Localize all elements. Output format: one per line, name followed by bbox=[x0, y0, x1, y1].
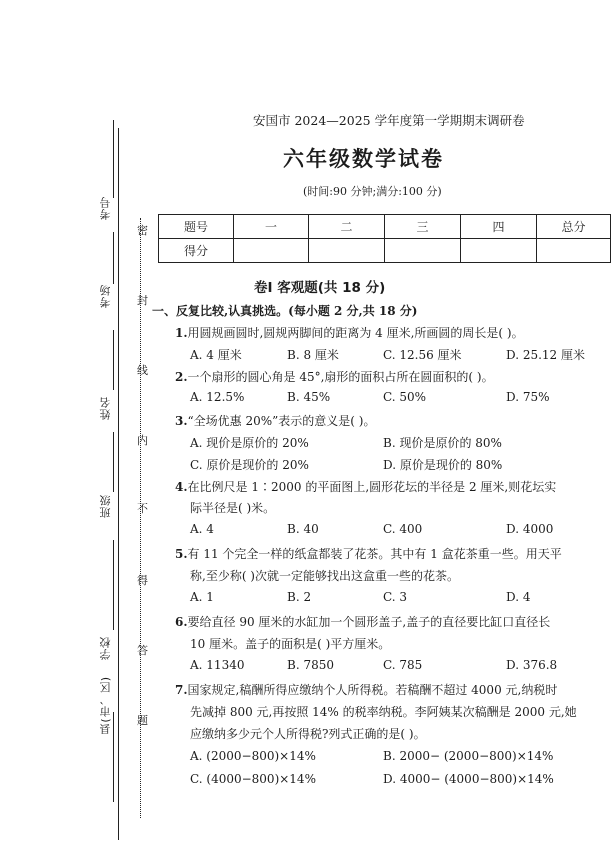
option-c[interactable]: C. 12.56 厘米 bbox=[383, 348, 462, 362]
question-text: 要给直径 90 厘米的水缸加一个圆形盖子,盖子的直径要比缸口直径长 bbox=[187, 615, 551, 629]
question-text: 10 厘米。盖子的面积是( )平方厘米。 bbox=[190, 637, 391, 651]
question-7 bbox=[175, 681, 557, 698]
question-number: 3. bbox=[175, 414, 188, 428]
question-number: 2. bbox=[175, 370, 188, 384]
exam-title: 六年级数学试卷 bbox=[283, 147, 444, 171]
binding-line bbox=[118, 128, 119, 840]
question-6 bbox=[175, 613, 550, 630]
option-a[interactable]: A. 4 厘米 bbox=[190, 348, 242, 362]
seal-char: 密 bbox=[137, 224, 148, 237]
score-table-cell: 三 bbox=[385, 215, 461, 239]
score-table-cell: 总分 bbox=[537, 215, 611, 239]
part-title: 一、反复比较,认真挑选。(每小题 2 分,共 18 分) bbox=[152, 304, 418, 318]
option-a[interactable]: A. 11340 bbox=[190, 658, 245, 672]
label-school: 学校 bbox=[99, 636, 112, 660]
score-input-cell[interactable] bbox=[385, 239, 461, 263]
option-d[interactable]: D. 376.8 bbox=[506, 658, 558, 672]
class-line[interactable] bbox=[113, 432, 114, 492]
option-c[interactable]: C. 3 bbox=[383, 590, 408, 604]
score-table-cell: 一 bbox=[234, 215, 309, 239]
question-text: 用圆规画圆时,圆规两脚间的距离为 4 厘米,所画圆的周长是( )。 bbox=[187, 326, 524, 340]
exam-number-line[interactable] bbox=[113, 120, 114, 198]
exam-room-line[interactable] bbox=[113, 232, 114, 284]
school-line[interactable] bbox=[113, 540, 114, 630]
option-b[interactable]: B. 8 厘米 bbox=[287, 348, 339, 362]
option-c[interactable]: C. 50% bbox=[383, 390, 427, 404]
label-exam-room: 考场 bbox=[99, 284, 112, 308]
option-d[interactable]: D. 4 bbox=[506, 590, 531, 604]
option-b[interactable]: B. 2000− (2000−800)×14% bbox=[383, 749, 554, 763]
score-input-cell[interactable] bbox=[309, 239, 385, 263]
question-number: 4. bbox=[175, 480, 188, 494]
question-number: 6. bbox=[175, 615, 188, 629]
label-class: 班级 bbox=[99, 494, 112, 518]
option-b[interactable]: B. 7850 bbox=[287, 658, 334, 672]
option-b[interactable]: B. 2 bbox=[287, 590, 312, 604]
question-3 bbox=[175, 412, 375, 429]
question-text: 称,至少称( )次就一定能够找出这盒重一些的花茶。 bbox=[190, 569, 459, 583]
question-text: 国家规定,稿酬所得应缴纳个人所得税。若稿酬不超过 4000 元,纳税时 bbox=[187, 683, 558, 697]
name-line[interactable] bbox=[113, 330, 114, 390]
option-d[interactable]: D. 25.12 厘米 bbox=[506, 348, 585, 362]
option-b[interactable]: B. 45% bbox=[287, 390, 331, 404]
section-title: 卷Ⅰ 客观题(共 18 分) bbox=[254, 280, 386, 296]
option-c[interactable]: C. 400 bbox=[383, 522, 423, 536]
question-5 bbox=[175, 545, 562, 562]
score-table-cell: 二 bbox=[309, 215, 385, 239]
option-a[interactable]: A. 4 bbox=[190, 522, 214, 536]
question-number: 7. bbox=[175, 683, 188, 697]
score-table-cell: 得分 bbox=[159, 239, 234, 263]
option-d[interactable]: D. 75% bbox=[506, 390, 550, 404]
seal-char: 题 bbox=[137, 714, 148, 727]
label-exam-number: 考号 bbox=[99, 196, 112, 220]
option-b[interactable]: B. 现价是原价的 80% bbox=[383, 436, 502, 450]
question-text: 先减掉 800 元,再按照 14% 的税率纳税。李阿姨某次稿酬是 2000 元,她 bbox=[190, 705, 577, 719]
score-table-cell: 四 bbox=[461, 215, 537, 239]
option-b[interactable]: B. 40 bbox=[287, 522, 319, 536]
seal-char: 不 bbox=[137, 502, 148, 515]
option-a[interactable]: A. 现价是原价的 20% bbox=[190, 436, 309, 450]
seal-char: 答 bbox=[137, 644, 148, 657]
question-2 bbox=[175, 368, 494, 385]
question-text: 一个扇形的圆心角是 45°,扇形的面积占所在圆面积的( )。 bbox=[187, 370, 494, 384]
option-d[interactable]: D. 4000 bbox=[506, 522, 554, 536]
score-table-cell: 题号 bbox=[159, 215, 234, 239]
question-text: 际半径是( )米。 bbox=[190, 501, 276, 515]
option-a[interactable]: A. 12.5% bbox=[190, 390, 245, 404]
label-name: 姓名 bbox=[99, 396, 112, 420]
seal-line bbox=[140, 218, 141, 818]
score-input-cell[interactable] bbox=[234, 239, 309, 263]
score-input-cell[interactable] bbox=[461, 239, 537, 263]
seal-char: 线 bbox=[137, 364, 148, 377]
question-1 bbox=[175, 324, 524, 341]
option-d[interactable]: D. 4000− (4000−800)×14% bbox=[383, 772, 554, 786]
score-table bbox=[158, 214, 611, 263]
question-text: 在比例尺是 1∶2000 的平面图上,圆形花坛的半径是 2 厘米,则花坛实 bbox=[187, 480, 557, 494]
question-number: 1. bbox=[175, 326, 188, 340]
seal-char: 得 bbox=[137, 574, 148, 587]
region-title: 安国市 2024—2025 学年度第一学期期末调研卷 bbox=[253, 113, 525, 128]
option-c[interactable]: C. 原价是现价的 20% bbox=[190, 458, 309, 472]
score-table-score-row bbox=[159, 239, 611, 263]
score-table-header-row bbox=[159, 215, 611, 239]
question-text: 应缴纳多少元个人所得税?列式正确的是( )。 bbox=[190, 727, 426, 741]
option-d[interactable]: D. 原价是现价的 80% bbox=[383, 458, 503, 472]
question-4 bbox=[175, 478, 556, 495]
option-a[interactable]: A. (2000−800)×14% bbox=[190, 749, 316, 763]
label-county: 县(市、区) bbox=[99, 676, 112, 735]
question-text: 有 11 个完全一样的纸盒都装了花茶。其中有 1 盒花茶重一些。用天平 bbox=[187, 547, 562, 561]
option-c[interactable]: C. (4000−800)×14% bbox=[190, 772, 316, 786]
exam-info: (时间:90 分钟;满分:100 分) bbox=[303, 185, 442, 198]
seal-char: 封 bbox=[137, 294, 148, 307]
seal-char: 内 bbox=[137, 434, 148, 447]
question-text: “全场优惠 20%”表示的意义是( )。 bbox=[187, 414, 376, 428]
option-a[interactable]: A. 1 bbox=[190, 590, 214, 604]
option-c[interactable]: C. 785 bbox=[383, 658, 423, 672]
question-number: 5. bbox=[175, 547, 188, 561]
score-input-cell[interactable] bbox=[537, 239, 611, 263]
